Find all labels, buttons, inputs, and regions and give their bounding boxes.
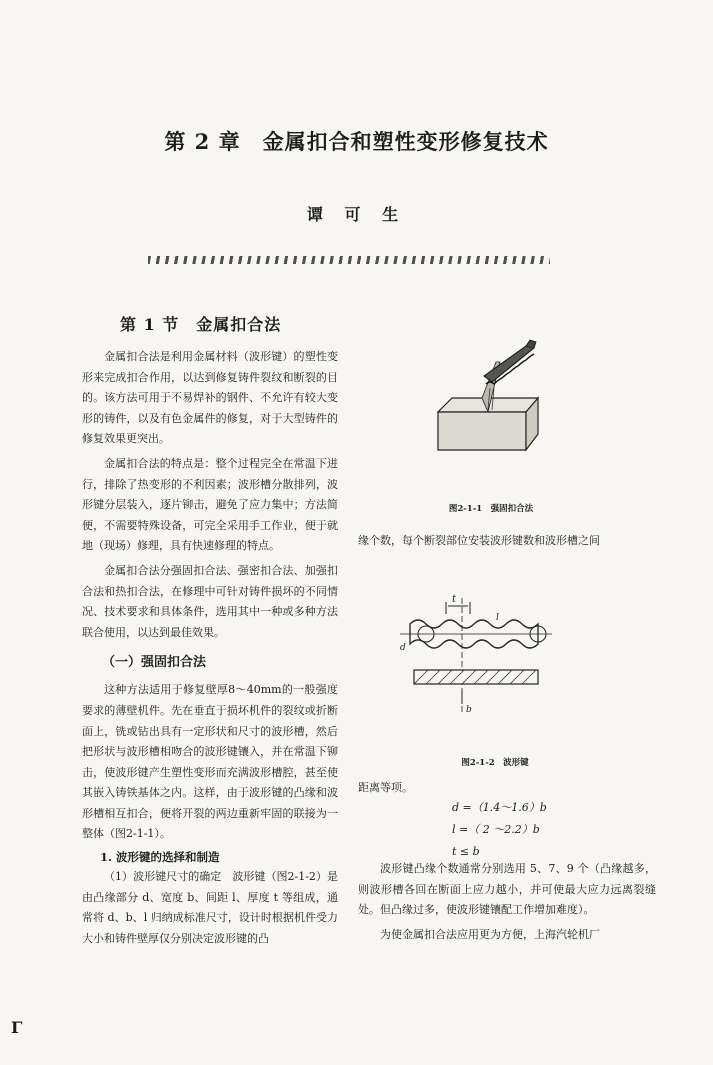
- chapter-title: 第 2 章 金属扣合和塑性变形修复技术: [164, 129, 549, 154]
- figure-wave-key: [396, 592, 556, 722]
- paragraph-features: 金属扣合法的特点是：整个过程完全在常温下进行，排除了热变形的不利因素；波形槽分散排列，波形键分层装入，逐片铆击，避免了应力集中；方法简便，不需要特殊设备，可完全采用手工作业，便于就地（现场）修理，具有快速修理的特点。: [82, 456, 338, 553]
- decorative-divider: [148, 256, 550, 264]
- wave-key-label-l: l: [496, 613, 499, 623]
- wave-key-label-d: d: [400, 643, 406, 653]
- paragraph-methods: 金属扣合法分强固扣合法、强密扣合法、加强扣合法和热扣合法，在修理中可针对铸件损坏的不同情况、技术要求和具体条件，选用其中一种或多种方法联合使用，以达到最佳效果。: [82, 563, 338, 639]
- figure-caption-2-1-1: 图2-1-1 强固扣合法: [448, 504, 534, 514]
- right-text-line-1: 缘个数，每个断裂部位安装波形键数和波形槽之间: [358, 534, 600, 547]
- right-text-line-2: 距离等项。: [358, 781, 413, 794]
- paragraph-shanghai: 为使金属扣合法应用更为方便，上海汽轮机厂: [380, 927, 600, 941]
- left-column: [82, 347, 338, 953]
- figure-caption-2-1-2: 图2-1-2 波形键: [461, 758, 529, 768]
- subheading-strong-fastening: （一）强固扣合法: [102, 655, 207, 671]
- paragraph-key-count: 波形键凸缘个数通常分别选用 5、7、9 个（凸缘越多，则波形槽各回在断面上应力越小，并可使最大应力远离裂缝处。但凸缘过多，使波形键镶配工作增加难度）。: [358, 862, 656, 917]
- corner-mark: Γ: [11, 1018, 23, 1037]
- author-name: 谭 可 生: [306, 205, 407, 224]
- figure-strong-fastening: [430, 322, 540, 470]
- formula-t: t ≤ b: [452, 845, 480, 858]
- wave-key-label-t: t: [452, 594, 457, 605]
- paragraph-strong-fastening: 这种方法适用于修复壁厚8～40mm的一般强度要求的薄壁机件。先在垂直于损坏机件的裂纹或折断面上，铣或钻出具有一定形状和尺寸的波形槽，然后把形状与波形槽相吻合的波形键镶入，并在常温下铆击，使波形键产生塑性变形而充满波形槽腔，甚至使其嵌入铸铁基体之内。这样，由于波形键的凸缘和波形槽相互扣合，便将开裂的两边重新牢固的联接为一整体（图2-1-1）。: [82, 683, 338, 841]
- formula-d: d =（1.4～1.6）b: [452, 801, 547, 814]
- paragraph-intro: 金属扣合法是利用金属材料（波形键）的塑性变形来完成扣合作用，以达到修复铸件裂纹和断裂的目的。该方法可用于不易焊补的钢件、不允许有较大变形的铸件，以及有色金属件的修复，对于大型铸件的修复效果更突出。: [82, 350, 338, 446]
- wave-key-label-b: b: [466, 705, 472, 715]
- paragraph-key-size: （1）波形键尺寸的确定 波形键（图2-1-2）是由凸缘部分 d、宽度 b、间距 l、厚度 t 等组成，通常将 d、b、l 归纳成标准尺寸，设计时根据机件受力大小和铸件壁厚仅分别决定波形键的凸: [82, 870, 338, 945]
- right-column-body: [358, 859, 656, 949]
- formula-l: l =（ 2 ～2.2）b: [452, 823, 540, 836]
- subsubheading-key-selection: 1. 波形键的选择和制造: [100, 850, 220, 865]
- section-title: 第 1 节 金属扣合法: [120, 315, 282, 334]
